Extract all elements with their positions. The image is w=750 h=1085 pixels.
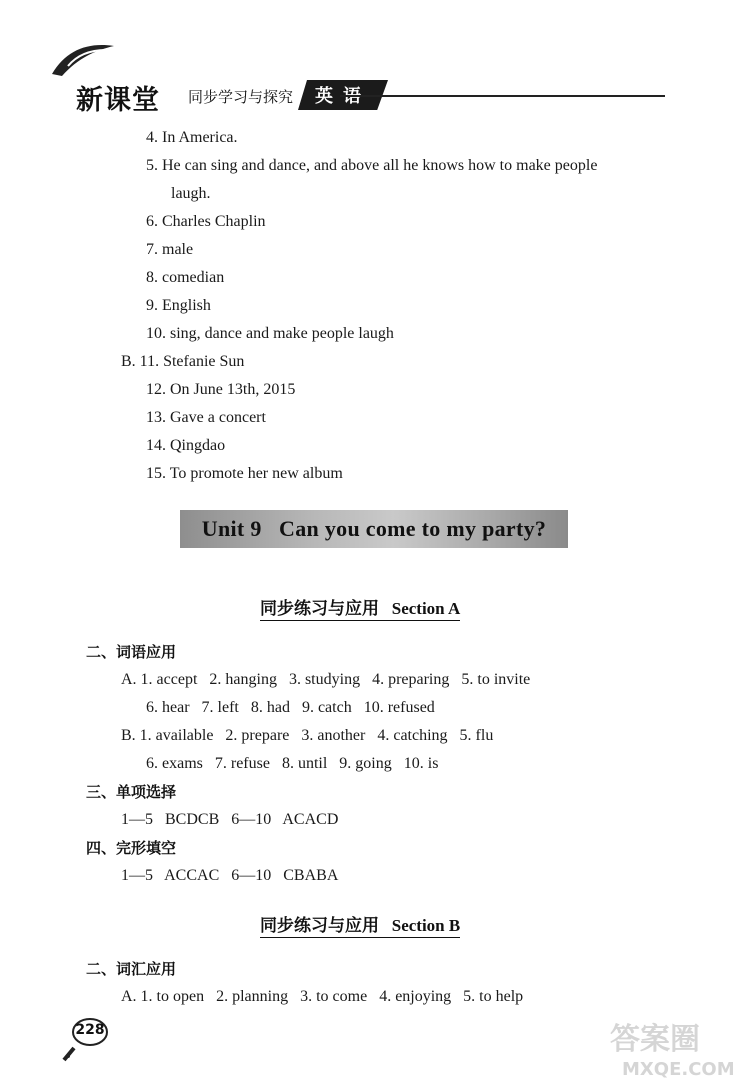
answer-line: 5. He can sing and dance, and above all he knows how to make people — [146, 157, 598, 174]
answer-line: 4. In America. — [146, 129, 238, 146]
answer-line: laugh. — [171, 185, 211, 202]
answer-line: 15. To promote her new album — [146, 465, 343, 482]
answer-line: 14. Qingdao — [146, 437, 226, 454]
brand-title: 新课堂 — [76, 85, 160, 116]
answer-line: 9. English — [146, 297, 211, 314]
answer-line: B. 11. Stefanie Sun — [121, 353, 245, 370]
answer-line: 6. hear 7. left 8. had 9. catch 10. refused — [146, 699, 435, 716]
section-b-title: 同步练习与应用 Section B — [260, 911, 460, 938]
header-rule — [340, 95, 665, 97]
answer-line: 13. Gave a concert — [146, 409, 266, 426]
category-heading: 三、单项选择 — [86, 783, 177, 801]
answer-line: 1—5 ACCAC 6—10 CBABA — [121, 867, 339, 884]
unit-title: Unit 9 Can you come to my party? — [201, 516, 547, 541]
page-number: 228 — [75, 1022, 105, 1038]
watermark-top-text: 答案圈 — [610, 1022, 700, 1057]
answer-line: 8. comedian — [146, 269, 225, 286]
section-a-title: 同步练习与应用 Section A — [260, 594, 460, 621]
answer-line: 7. male — [146, 241, 194, 258]
unit-banner — [180, 510, 568, 548]
brand-subtitle: 同步学习与探究 — [188, 88, 294, 106]
new-logo-icon — [48, 40, 118, 80]
answer-line: A. 1. accept 2. hanging 3. studying 4. preparing 5. to invite — [121, 671, 531, 688]
watermark-bottom-text: MXQE.COM — [622, 1059, 735, 1080]
subject-label: 英语 — [315, 86, 371, 107]
answer-line: 1—5 BCDCB 6—10 ACACD — [121, 811, 339, 828]
answer-line: 10. sing, dance and make people laugh — [146, 325, 394, 342]
answer-line: 12. On June 13th, 2015 — [146, 381, 296, 398]
answer-line: B. 1. available 2. prepare 3. another 4. catching 5. flu — [121, 727, 494, 744]
category-heading: 二、词语应用 — [86, 643, 177, 661]
page-number-badge — [60, 1012, 120, 1072]
watermark-logo — [600, 1015, 745, 1080]
answer-line: A. 1. to open 2. planning 3. to come 4. enjoying 5. to help — [121, 988, 524, 1005]
category-heading: 二、词汇应用 — [86, 960, 177, 978]
page-header — [40, 40, 670, 115]
category-heading: 四、完形填空 — [86, 839, 177, 857]
answer-line: 6. exams 7. refuse 8. until 9. going 10. is — [146, 755, 439, 772]
answer-line: 6. Charles Chaplin — [146, 213, 266, 230]
